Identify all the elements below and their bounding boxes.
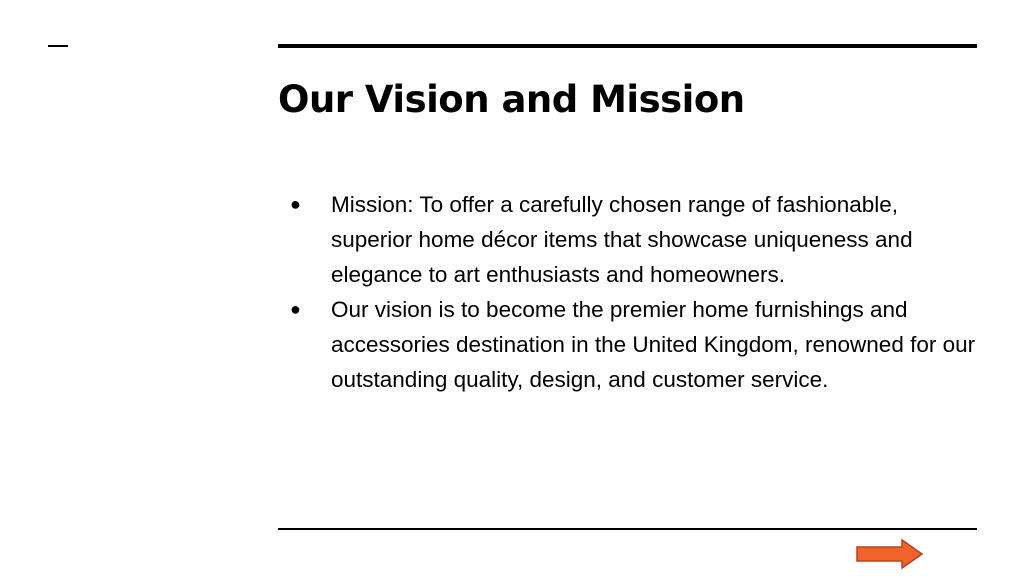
slide-title: Our Vision and Mission <box>278 78 745 121</box>
right-arrow-icon[interactable] <box>856 538 924 570</box>
bullet-text-vision: Our vision is to become the premier home furnishings and accessories destination in the United Kingdom, renowned for our outstanding quality, design, and customer service. <box>331 297 976 392</box>
right-arrow-shape <box>857 540 922 568</box>
bullet-dot: ● <box>290 299 301 319</box>
bullet-list <box>288 187 978 397</box>
bullet-item-mission <box>288 187 978 292</box>
bullet-item-vision <box>288 292 978 397</box>
bottom-rule <box>278 528 977 530</box>
bullet-text-mission: Mission: To offer a carefully chosen range of fashionable, superior home décor items that showcase uniqueness and elegance to art enthusiasts and homeowners. <box>331 192 913 287</box>
top-rule <box>278 44 977 48</box>
bullet-dot: ● <box>290 194 301 214</box>
corner-dash <box>48 45 68 47</box>
